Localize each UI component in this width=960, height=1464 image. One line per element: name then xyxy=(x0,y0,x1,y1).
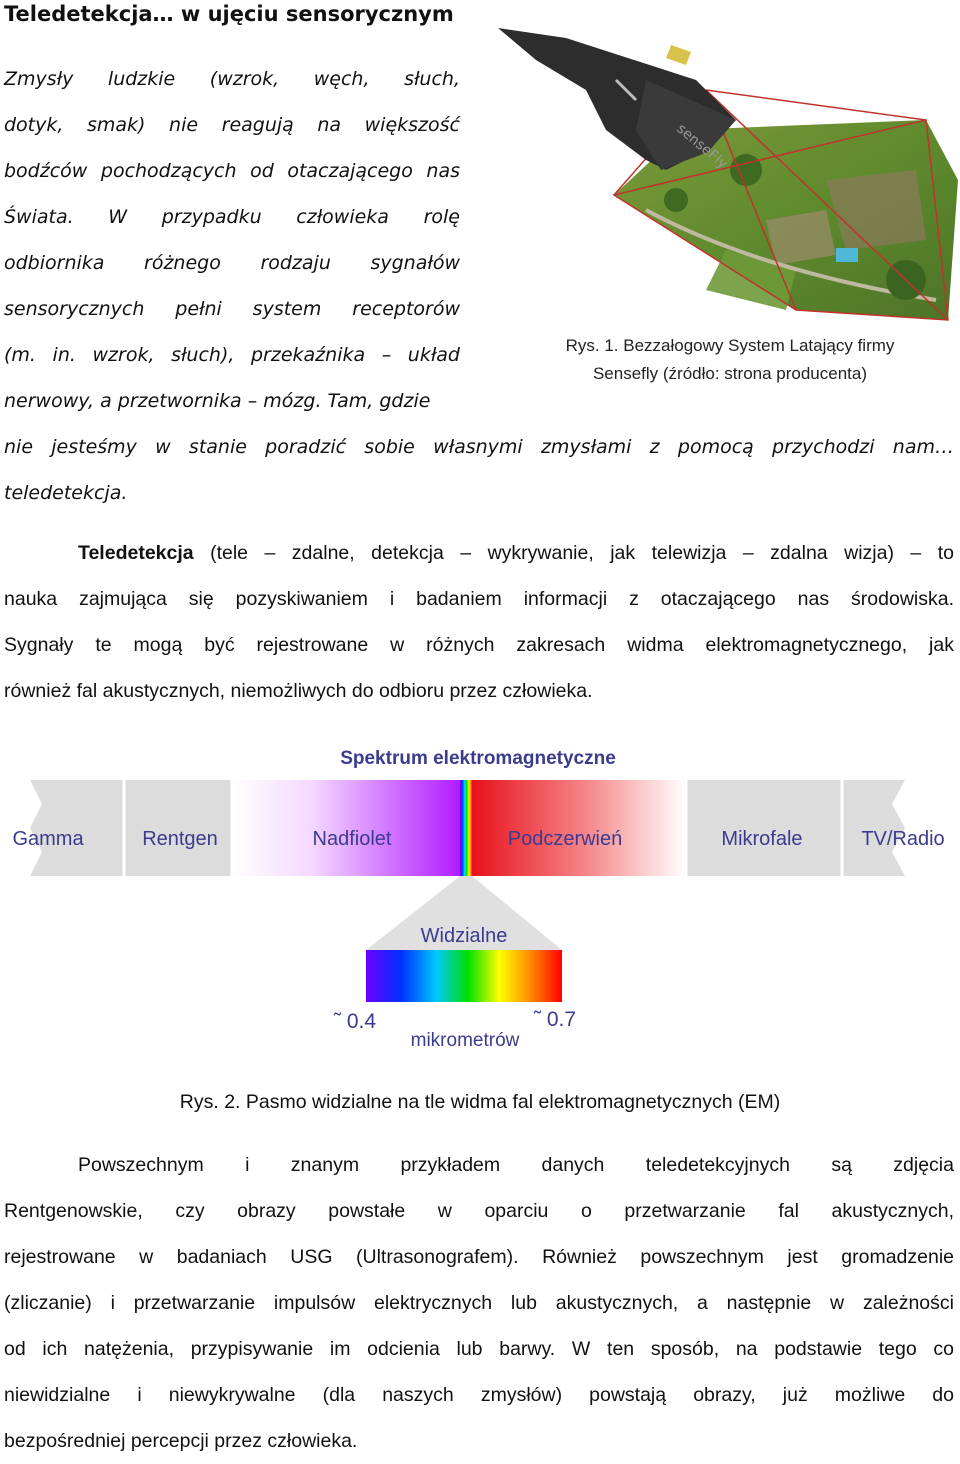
page-title: Teledetekcja… w ujęciu sensorycznym xyxy=(4,2,454,26)
paragraph-text: (tele – zdalne, detekcja – wykrywanie, jak telewizja – zdalna wizja) – to xyxy=(193,542,954,564)
intro-line: odbiornika różnego rodzaju sygnałów xyxy=(4,252,460,274)
band-label-nadfiolet: Nadfiolet xyxy=(312,828,392,850)
paragraph-line: Rentgenowskie, czy obrazy powstałe w oparciu o przetwarzanie fal akustycznych, xyxy=(4,1200,954,1222)
figure1-caption-line: Rys. 1. Bezzałogowy System Latający firmy xyxy=(565,336,895,355)
band-label-podczerwien: Podczerwień xyxy=(507,828,623,850)
range-max-label: ˜ 0.7 xyxy=(534,1008,577,1031)
paragraph-line xyxy=(4,530,954,576)
intro-line: dotyk, smak) nie reagują na większość xyxy=(4,114,460,136)
em-spectrum-diagram xyxy=(0,740,960,1060)
intro-line: Świata. W przypadku człowieka rolę xyxy=(4,206,460,228)
paragraph-line: również fal akustycznych, niemożliwych do odbioru przez człowieka. xyxy=(4,680,593,702)
intro-line: nerwowy, a przetwornika – mózg. Tam, gdzie xyxy=(4,390,431,412)
em-spectrum-figure xyxy=(0,740,960,1060)
term-teledetekcja: Teledetekcja xyxy=(78,542,194,564)
band-label-rentgen: Rentgen xyxy=(142,828,218,850)
pool xyxy=(836,248,858,262)
intro-line: nie jesteśmy w stanie poradzić sobie własnymi zmysłami z pomocą przychodzi nam… xyxy=(4,436,954,458)
paragraph-line: Powszechnym i znanym przykładem danych teledetekcyjnych są zdjęcia xyxy=(78,1154,954,1176)
paragraph-line: Sygnały te mogą być rejestrowane w różnych zakresach widma elektromagnetycznego, jak xyxy=(4,634,954,656)
band-label-tv-radio: TV/Radio xyxy=(861,828,945,850)
figure1-caption-line: Sensefly (źródło: strona producenta) xyxy=(592,364,868,383)
visible-spectrum-bar xyxy=(366,950,562,1002)
paragraph-line: nauka zajmująca się pozyskiwaniem i badaniem informacji z otaczającego nas środowiska. xyxy=(4,588,954,610)
intro-paragraph xyxy=(4,56,460,378)
spectrum-title: Spektrum elektromagnetyczne xyxy=(340,748,616,769)
paragraph-line: od ich natężenia, przypisywanie im odcienia lub barwy. W ten sposób, na podstawie tego co xyxy=(4,1338,954,1360)
examples-paragraph xyxy=(4,1142,954,1464)
unit-label: mikrometrów xyxy=(410,1030,520,1051)
figure1-caption xyxy=(520,332,940,388)
house-roof xyxy=(766,210,836,265)
visible-strip xyxy=(460,780,472,876)
intro-line: (m. in. wzrok, słuch), przekaźnika – układ xyxy=(4,344,460,366)
band-label-gamma: Gamma xyxy=(12,828,84,850)
intro-line: bodźców pochodzących od otaczającego nas xyxy=(4,160,460,182)
drone-image xyxy=(496,20,958,332)
drone-illustration xyxy=(496,20,958,332)
definition-paragraph xyxy=(4,530,954,714)
drone-brand-label: senseFly xyxy=(673,120,731,173)
intro-line: teledetekcja. xyxy=(4,482,128,504)
intro-line: sensorycznych pełni system receptorów xyxy=(4,298,460,320)
band-label-mikrofale: Mikrofale xyxy=(721,828,803,850)
drone-sticker xyxy=(666,45,691,65)
intro-line: Zmysły ludzkie (wzrok, węch, słuch, xyxy=(4,68,460,90)
paragraph-line: niewidzialne i niewykrywalne (dla naszych zmysłów) powstają obrazy, już możliwe do xyxy=(4,1384,954,1406)
figure2-caption: Rys. 2. Pasmo widzialne na tle widma fal elektromagnetycznych (EM) xyxy=(179,1091,781,1113)
paragraph-line: bezpośredniej percepcji przez człowieka. xyxy=(4,1430,358,1452)
intro-continuation xyxy=(4,424,954,516)
paragraph-line: rejestrowane w badaniach USG (Ultrasonografem). Również powszechnym jest gromadzenie xyxy=(4,1246,954,1268)
visible-label: Widzialne xyxy=(420,925,508,947)
paragraph-line: (zliczanie) i przetwarzanie impulsów elektrycznych lub akustycznych, a następnie w zależności xyxy=(4,1292,954,1314)
range-min-label: ˜ 0.4 xyxy=(334,1010,377,1033)
